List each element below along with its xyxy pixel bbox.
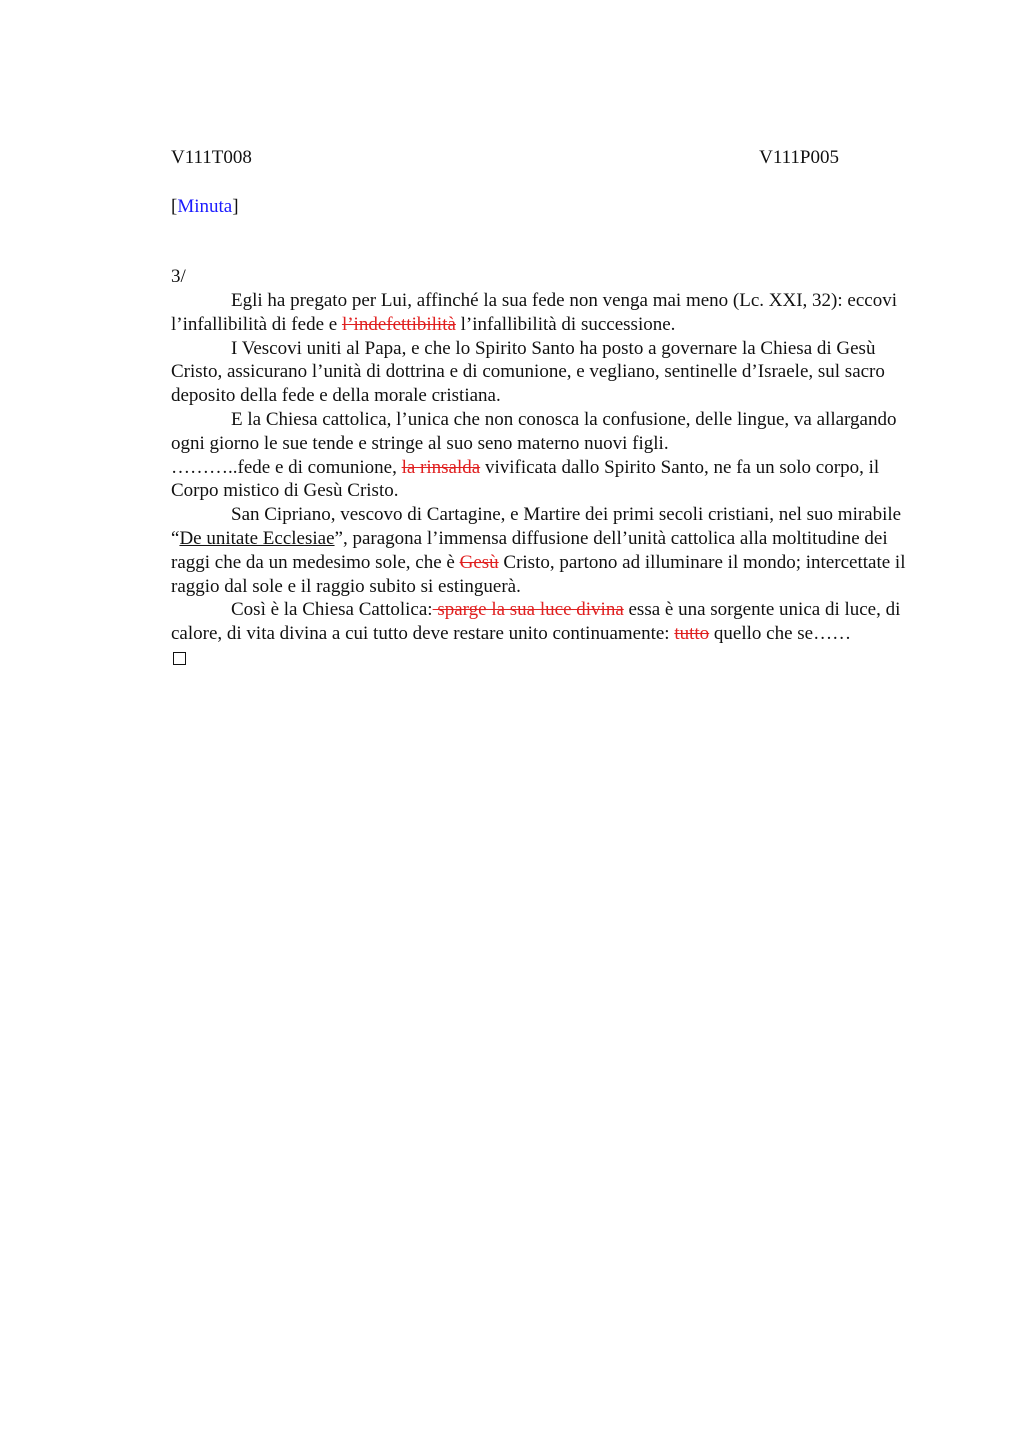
paragraph-5-text-c: Cristo, partono ad illuminare il mondo; intercettate il raggio dal sole e il raggio subito si estinguerà. [171,551,906,597]
document-page [171,146,931,665]
underlined-title: De unitate Ecclesiae [179,527,335,549]
paragraph-5-text-b: ”, paragona l’immensa diffusione dell’unità cattolica alla moltitudine dei raggi che da un medesimo sole, che è [171,527,888,573]
paragraph-6-text-a: Così è la Chiesa Cattolica: [231,599,433,621]
paragraph-3 [171,408,931,456]
paragraph-6-text-c: quello che se…… [709,623,852,645]
deleted-text: la rinsalda [401,456,481,478]
paragraph-1-text-a: Egli ha pregato per Lui, affinché la sua fede non venga mai meno (Lc. XXI, 32): eccovi l’infallibilità di fede e [171,290,897,335]
deleted-text: l’indefettibilità [341,313,456,335]
left-code: V111T008 [171,147,252,168]
paragraph-6-text-b: essa è una sorgente unica di luce, di calore, di vita divina a cui tutto deve restare unito continuamente: [171,599,901,645]
paragraph-2 [171,337,931,408]
label-close-bracket: ] [232,196,239,217]
paragraph-4-text-a: ………..fede e di comunione, [171,456,402,478]
label-minuta: Minuta [177,196,233,217]
deleted-text: Gesù [459,551,499,573]
end-square-icon [173,652,186,665]
paragraph-3-text: E la Chiesa cattolica, l’unica che non conosca la confusione, delle lingue, va allargando ogni giorno le sue tende e stringe al suo seno materno nuovi figli. [171,408,897,454]
paragraph-1 [171,289,931,337]
paragraph-2-text: I Vescovi uniti al Papa, e che lo Spirito Santo ha posto a governare la Chiesa di Gesù Cristo, assicurano l’unità di dottrina e di comunione, e vegliano, sentinelle d’Israele, sul sacro deposito della fede e della morale cristiana. [171,337,885,407]
deleted-text: sparge la sua luce divina [432,599,624,621]
document-label [171,195,931,219]
label-open-bracket: [ [171,196,178,217]
paragraph-5-text-a: San Cipriano, vescovo di Cartagine, e Martire dei primi secoli cristiani, nel suo mirabile “ [171,504,902,549]
right-code: V111P005 [759,147,839,168]
header-codes [171,146,839,170]
deleted-text: tutto [674,623,710,645]
paragraph-5 [171,503,931,598]
paragraph-6 [171,598,931,646]
paragraph-4 [171,456,931,504]
paragraph-4-text-b: vivificata dallo Spirito Santo, ne fa un solo corpo, il Corpo mistico di Gesù Cristo. [171,456,880,502]
page-number: 3/ [171,266,186,287]
paragraph-1-text-b: l’infallibilità di successione. [455,313,676,335]
